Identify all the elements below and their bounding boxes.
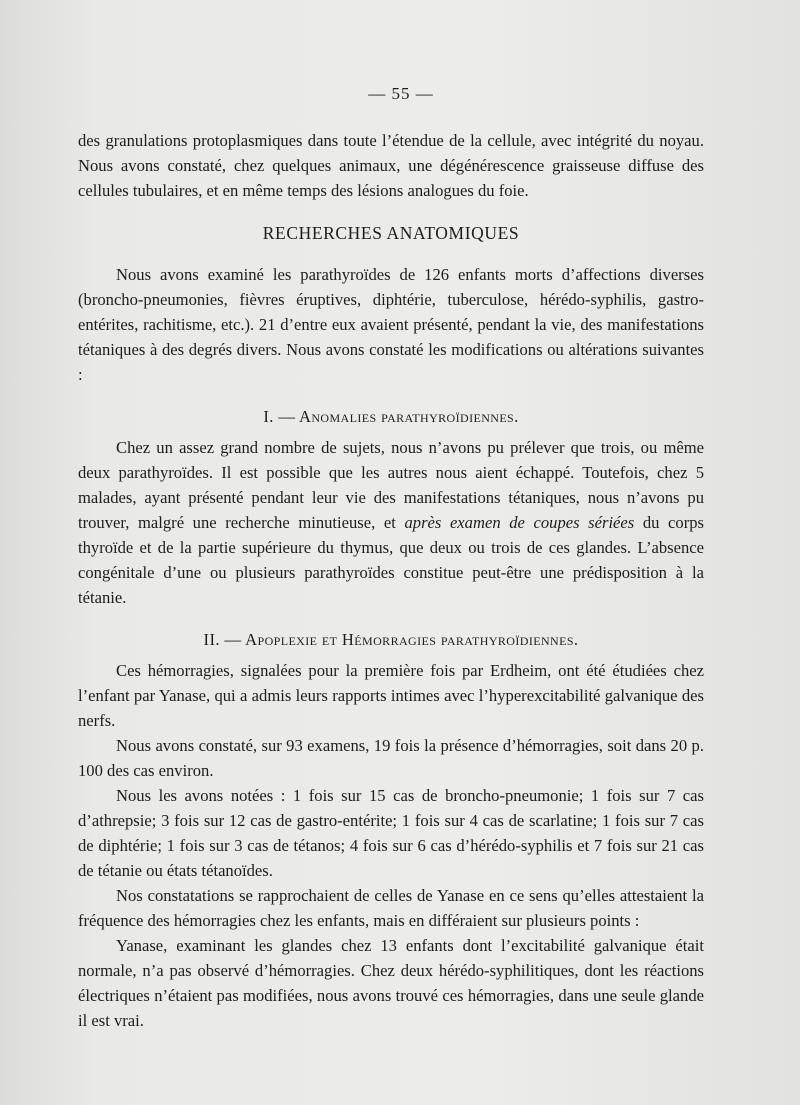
paragraph-anomalies-emphasis: après examen de coupes sériées (404, 513, 635, 532)
subheading-apoplexie: II. — Apoplexie et Hémorragies parathyroïdiennes. (203, 630, 579, 649)
subheading-anomalies: I. — Anomalies parathyroïdiennes. (263, 407, 519, 426)
paragraph-hemorragies-2: Nous avons constaté, sur 93 examens, 19 fois la présence d’hémorragies, soit dans 20 p. 100 des cas environ. (78, 736, 704, 780)
paragraph-hemorragies-4: Nos constatations se rapprochaient de celles de Yanase en ce sens qu’elles attestaient la fréquence des hémorragies chez les enfants, mais en différaient sur plusieurs points : (78, 886, 704, 930)
paragraph-anomalies (78, 435, 704, 610)
paragraph-anomalies-part1: Chez un assez grand nombre de sujets, nous n’avons pu prélever que trois, ou même deux parathyroïdes. Il est possible que les autres nous aient échappé. Toutefois, chez 5 malades, ayant présenté pendant leur vie des manifestations tétaniques, nous n’avons pu trouver, malgré une recherche minutieuse, et (78, 438, 704, 532)
paragraph-continuation: des granulations protoplasmiques dans toute l’étendue de la cellule, avec intégrité du noyau. Nous avons constaté, chez quelques animaux, une dégénérescence graisseuse diffuse des cellules tubulaires, et en même temps des lésions analogues du foie. (78, 131, 704, 200)
page-number: — 55 — (368, 84, 434, 103)
paragraph-intro: Nous avons examiné les parathyroïdes de 126 enfants morts d’affections diverses (broncho-pneumonies, fièvres éruptives, diphtérie, tuberculose, hérédo-syphilis, gastro-entérites, rachitisme, etc.). 21 d’entre eux avaient présenté, pendant la vie, des manifestations tétaniques à des degrés divers. Nous avons constaté les modifications ou altérations suivantes : (78, 265, 704, 384)
paragraph-hemorragies-3: Nous les avons notées : 1 fois sur 15 cas de broncho-pneumonie; 1 fois sur 7 cas d’athrepsie; 3 fois sur 12 cas de gastro-entérite; 1 fois sur 4 cas de scarlatine; 1 fois sur 7 cas de diphtérie; 1 fois sur 3 cas de tétanos; 4 fois sur 6 cas d’hérédo-syphilis et 7 fois sur 21 cas de tétanie ou états tétanoïdes. (78, 786, 704, 880)
section-heading: RECHERCHES ANATOMIQUES (262, 223, 520, 243)
paragraph-hemorragies-1: Ces hémorragies, signalées pour la première fois par Erdheim, ont été étudiées chez l’enfant par Yanase, qui a admis leurs rapports intimes avec l’hyperexcitabilité galvanique des nerfs. (78, 661, 704, 730)
paragraph-hemorragies-5: Yanase, examinant les glandes chez 13 enfants dont l’excitabilité galvanique était normale, n’a pas observé d’hémorragies. Chez deux hérédo-syphilitiques, dont les réactions électriques n’étaient pas modifiées, nous avons trouvé ces hémorragies, dans une seule glande il est vrai. (78, 936, 704, 1030)
paragraph-anomalies-part2: du corps thyroïde et de la partie supérieure du thymus, que deux ou trois de ces glandes. L’absence congénitale d’une ou plusieurs parathyroïdes constitue peut-être une prédisposition à la tétanie. (78, 513, 704, 607)
